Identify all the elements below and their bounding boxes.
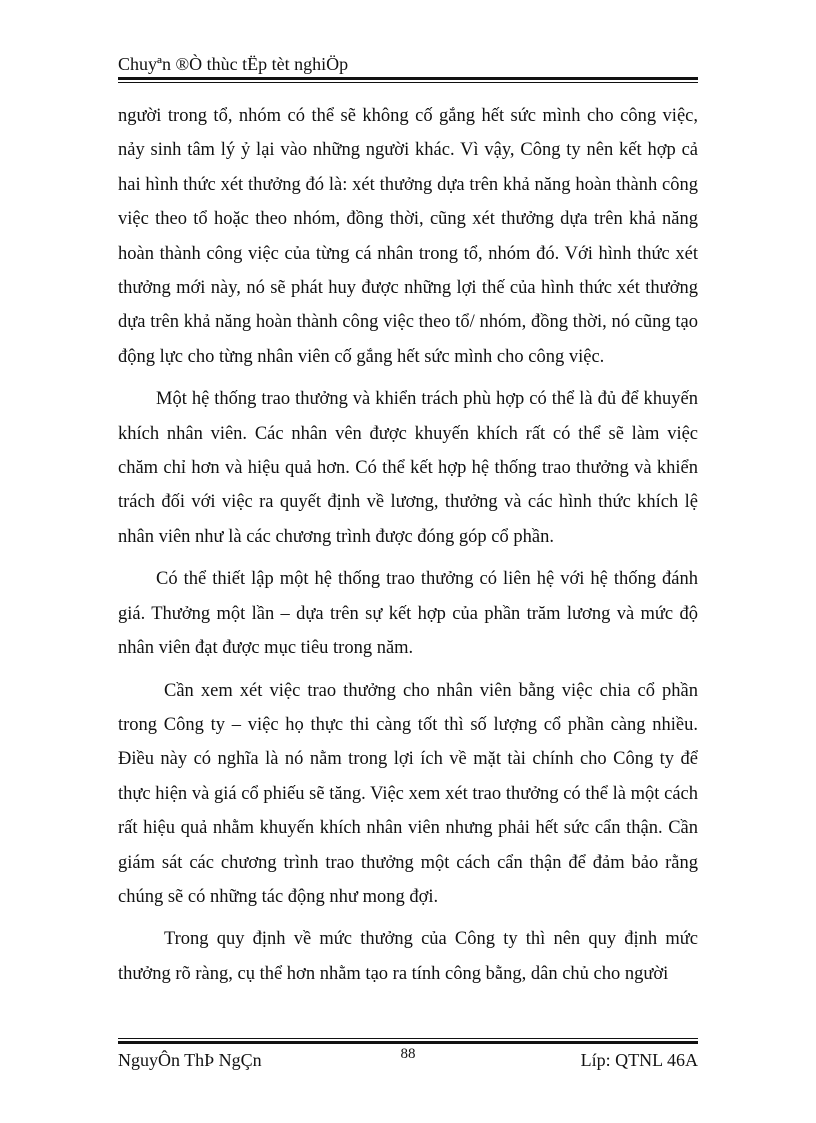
page-header xyxy=(118,52,698,78)
paragraph-3: Có thể thiết lập một hệ thống trao thưởng có liên hệ với hệ thống đánh giá. Thưởng một lần – dựa trên sự kết hợp của phần trăm lương và mức độ nhân viên đạt được mục tiêu trong năm. xyxy=(118,569,698,659)
paragraph-2: Một hệ thống trao thưởng và khiển trách phù hợp có thể là đủ để khuyến khích nhân viên. Các nhân vên được khuyến khích rất có thể sẽ làm việc chăm chỉ hơn và hiệu quả hơn. Có thể kết hợp hệ thống trao thưởng và khiển trách đối với việc ra quyết định về lương, thưởng và các hình thức khích lệ nhân viên như là các chương trình được đóng góp cổ phần. xyxy=(118,389,698,547)
paragraph-1: người trong tổ, nhóm có thể sẽ không cố gắng hết sức mình cho công việc, nảy sinh tâm lý ỷ lại vào những người khác. Vì vậy, Công ty nên kết hợp cả hai hình thức xét thưởng đó là: xét thưởng dựa trên khả năng hoàn thành công việc theo tổ hoặc theo nhóm, đồng thời, cũng xét thưởng dựa trên khả năng hoàn thành công việc của từng cá nhân trong tổ, nhóm đó. Với hình thức xét thưởng mới này, nó sẽ phát huy được những lợi thế của hình thức xét thưởng dựa trên khả năng hoàn thành công việc theo tổ/ nhóm, đồng thời, nó cũng tạo động lực cho từng nhân viên cố gắng hết sức mình cho công việc. xyxy=(118,106,698,367)
header-rule-thin xyxy=(118,82,698,83)
footer-author: NguyÔn ThÞ NgÇn xyxy=(118,1050,262,1070)
page-footer xyxy=(118,1038,698,1078)
header-title: Chuyªn ®Ò thùc tËp tèt nghiÖp xyxy=(118,54,349,74)
header-rule-thick xyxy=(118,77,698,80)
page-number: 88 xyxy=(400,1046,416,1062)
paragraph-5: Trong quy định về mức thưởng của Công ty thì nên quy định mức thưởng rõ ràng, cụ thể hơn nhằm tạo ra tính công bằng, dân chủ cho người xyxy=(118,929,698,984)
paragraph-4: Cần xem xét việc trao thưởng cho nhân viên bằng việc chia cổ phần trong Công ty – việc họ thực thi càng tốt thì số lượng cổ phần càng nhiều. Điều này có nghĩa là nó nằm trong lợi ích về mặt tài chính cho Công ty để thực hiện và giá cổ phiếu sẽ tăng. Việc xem xét trao thưởng có thể là một cách rất hiệu quả nhằm khuyến khích nhân viên nhưng phải hết sức cẩn thận. Cần giám sát các chương trình trao thưởng một cách cẩn thận để đảm bảo rằng chúng sẽ có những tác động như mong đợi. xyxy=(118,680,698,907)
document-body xyxy=(118,99,698,991)
footer-class-label: Líp: QTNL 46A xyxy=(580,1050,698,1070)
footer-rule-thin xyxy=(118,1038,698,1039)
